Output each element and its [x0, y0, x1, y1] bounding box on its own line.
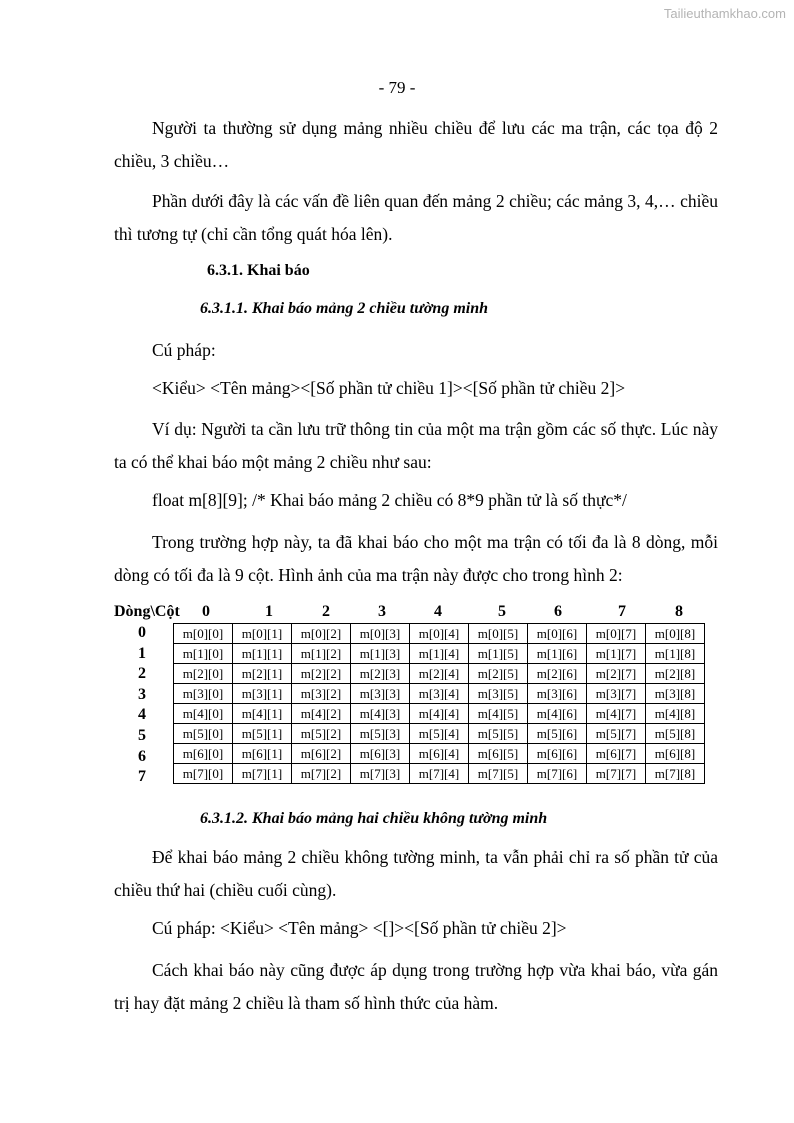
- matrix-col-label: 5: [498, 603, 506, 620]
- matrix-col-label: 8: [675, 603, 683, 620]
- matrix-cell: m[2][5]: [469, 664, 528, 684]
- matrix-col-label: 7: [618, 603, 626, 620]
- matrix-cell: m[3][7]: [587, 684, 646, 704]
- matrix-cell: m[6][2]: [292, 744, 351, 764]
- syntax-line: <Kiểu> <Tên mảng><[Số phần tử chiều 1]><[Số phần tử chiều 2]>: [152, 378, 626, 398]
- matrix-col-label: 6: [554, 603, 562, 620]
- matrix-cell: m[6][3]: [351, 744, 410, 764]
- matrix-cell: m[4][7]: [587, 704, 646, 724]
- matrix-cell: m[0][1]: [233, 624, 292, 644]
- matrix-row: [174, 724, 705, 744]
- sub2-syntax: Cú pháp: <Kiểu> <Tên mảng> <[]><[Số phần tử chiều 2]>: [152, 918, 567, 938]
- code-line: float m[8][9]; /* Khai báo mảng 2 chiều có 8*9 phần tử là số thực*/: [152, 490, 627, 510]
- matrix-cell: m[5][3]: [351, 724, 410, 744]
- matrix-cell: m[2][2]: [292, 664, 351, 684]
- matrix-cell: m[3][1]: [233, 684, 292, 704]
- matrix-corner-header: Dòng\Cột: [114, 603, 180, 620]
- matrix-row: [174, 704, 705, 724]
- matrix-row: [174, 664, 705, 684]
- matrix-cell: m[7][5]: [469, 764, 528, 784]
- matrix-cell: m[2][1]: [233, 664, 292, 684]
- sub2-paragraph-1: Để khai báo mảng 2 chiều không tường minh, ta vẫn phải chỉ ra số phần tử của chiều thứ hai (chiều cuối cùng).: [114, 847, 718, 900]
- matrix-cell: m[4][6]: [528, 704, 587, 724]
- matrix-cell: m[3][3]: [351, 684, 410, 704]
- matrix-cell: m[1][4]: [410, 644, 469, 664]
- matrix-cell: m[0][0]: [174, 624, 233, 644]
- matrix-cell: m[0][7]: [587, 624, 646, 644]
- matrix-row-label: 4: [138, 706, 146, 724]
- matrix-cell: m[3][5]: [469, 684, 528, 704]
- matrix-cell: m[2][0]: [174, 664, 233, 684]
- matrix-cell: m[3][2]: [292, 684, 351, 704]
- matrix-cell: m[3][6]: [528, 684, 587, 704]
- matrix-cell: m[6][0]: [174, 744, 233, 764]
- matrix-cell: m[6][6]: [528, 744, 587, 764]
- matrix-col-label: 4: [434, 603, 442, 620]
- matrix-cell: m[5][0]: [174, 724, 233, 744]
- matrix-cell: m[7][2]: [292, 764, 351, 784]
- matrix-cell: m[1][6]: [528, 644, 587, 664]
- matrix-cell: m[4][5]: [469, 704, 528, 724]
- matrix-cell: m[1][8]: [646, 644, 705, 664]
- matrix-cell: m[4][4]: [410, 704, 469, 724]
- matrix-cell: m[0][2]: [292, 624, 351, 644]
- matrix-cell: m[5][4]: [410, 724, 469, 744]
- matrix-cell: m[0][3]: [351, 624, 410, 644]
- matrix-cell: m[6][5]: [469, 744, 528, 764]
- matrix-cell: m[6][7]: [587, 744, 646, 764]
- intro-paragraph-2: Phần dưới đây là các vấn đề liên quan đến mảng 2 chiều; các mảng 3, 4,… chiều thì tương tự (chỉ cần tổng quát hóa lên).: [114, 191, 718, 244]
- watermark: Tailieuthamkhao.com: [663, 6, 786, 21]
- matrix-cell: m[4][8]: [646, 704, 705, 724]
- matrix-row: [174, 764, 705, 784]
- matrix-cell: m[3][4]: [410, 684, 469, 704]
- matrix-cell: m[3][8]: [646, 684, 705, 704]
- matrix-cell: m[3][0]: [174, 684, 233, 704]
- matrix-cell: m[5][8]: [646, 724, 705, 744]
- matrix-cell: m[7][8]: [646, 764, 705, 784]
- matrix-col-label: 0: [202, 603, 210, 620]
- matrix-cell: m[1][2]: [292, 644, 351, 664]
- matrix-cell: m[4][0]: [174, 704, 233, 724]
- matrix-cell: m[0][4]: [410, 624, 469, 644]
- matrix-cell: m[0][6]: [528, 624, 587, 644]
- matrix-cell: m[2][3]: [351, 664, 410, 684]
- matrix-cell: m[0][5]: [469, 624, 528, 644]
- matrix-cell: m[5][1]: [233, 724, 292, 744]
- matrix-cell: m[1][7]: [587, 644, 646, 664]
- matrix-cell: m[7][3]: [351, 764, 410, 784]
- matrix-row-label: 5: [138, 727, 146, 744]
- matrix-col-label: 1: [265, 603, 273, 620]
- matrix-cell: m[7][1]: [233, 764, 292, 784]
- matrix-cell: m[1][1]: [233, 644, 292, 664]
- section-heading: 6.3.1. Khai báo: [207, 262, 310, 279]
- matrix-cell: m[6][1]: [233, 744, 292, 764]
- matrix-cell: m[4][1]: [233, 704, 292, 724]
- example-paragraph: Ví dụ: Người ta cần lưu trữ thông tin của một ma trận gồm các số thực. Lúc này ta có thể khai báo một mảng 2 chiều như sau:: [114, 419, 718, 472]
- sub2-paragraph-2: Cách khai báo này cũng được áp dụng trong trường hợp vừa khai báo, vừa gán trị hay đặt mảng 2 chiều là tham số hình thức của hàm.: [114, 960, 718, 1013]
- matrix-cell: m[5][5]: [469, 724, 528, 744]
- subsection-heading-2: 6.3.1.2. Khai báo mảng hai chiều không tường minh: [200, 810, 548, 827]
- matrix-cell: m[5][7]: [587, 724, 646, 744]
- matrix-row-label: 3: [138, 685, 146, 703]
- matrix-row: [174, 744, 705, 764]
- matrix-cell: m[0][8]: [646, 624, 705, 644]
- matrix-cell: m[4][3]: [351, 704, 410, 724]
- matrix-cell: m[1][5]: [469, 644, 528, 664]
- matrix-cell: m[2][4]: [410, 664, 469, 684]
- matrix-cell: m[7][0]: [174, 764, 233, 784]
- matrix-cell: m[4][2]: [292, 704, 351, 724]
- explain-paragraph: Trong trường hợp này, ta đã khai báo cho một ma trận có tối đa là 8 dòng, mỗi dòng có tối đa là 9 cột. Hình ảnh của ma trận này được cho trong hình 2:: [114, 532, 718, 585]
- matrix-row: [174, 684, 705, 704]
- matrix-cell: m[5][2]: [292, 724, 351, 744]
- matrix-cell: m[6][8]: [646, 744, 705, 764]
- page-number: - 79 -: [378, 78, 416, 97]
- matrix-cell: m[2][7]: [587, 664, 646, 684]
- matrix-cell: m[1][0]: [174, 644, 233, 664]
- matrix-col-label: 2: [322, 603, 330, 620]
- matrix-row-label: 2: [138, 665, 146, 683]
- matrix-row: [174, 644, 705, 664]
- matrix-row-label: 7: [138, 768, 146, 786]
- matrix-cell: m[6][4]: [410, 744, 469, 764]
- matrix-row-label: 0: [138, 624, 146, 641]
- subsection-heading-1: 6.3.1.1. Khai báo mảng 2 chiều tường minh: [200, 300, 489, 317]
- matrix-cell: m[7][7]: [587, 764, 646, 784]
- matrix-row: [174, 624, 705, 644]
- matrix-row-label: 6: [138, 747, 146, 765]
- matrix-cell: m[2][8]: [646, 664, 705, 684]
- matrix-col-label: 3: [378, 603, 386, 620]
- matrix-cell: m[2][6]: [528, 664, 587, 684]
- matrix-cell: m[5][6]: [528, 724, 587, 744]
- matrix-cell: m[7][4]: [410, 764, 469, 784]
- matrix-row-label: 1: [138, 644, 146, 662]
- matrix-table: [173, 623, 705, 784]
- intro-paragraph-1: Người ta thường sử dụng mảng nhiều chiều để lưu các ma trận, các tọa độ 2 chiều, 3 chiều…: [114, 118, 718, 171]
- matrix-cell: m[7][6]: [528, 764, 587, 784]
- syntax-label: Cú pháp:: [152, 340, 216, 360]
- matrix-cell: m[1][3]: [351, 644, 410, 664]
